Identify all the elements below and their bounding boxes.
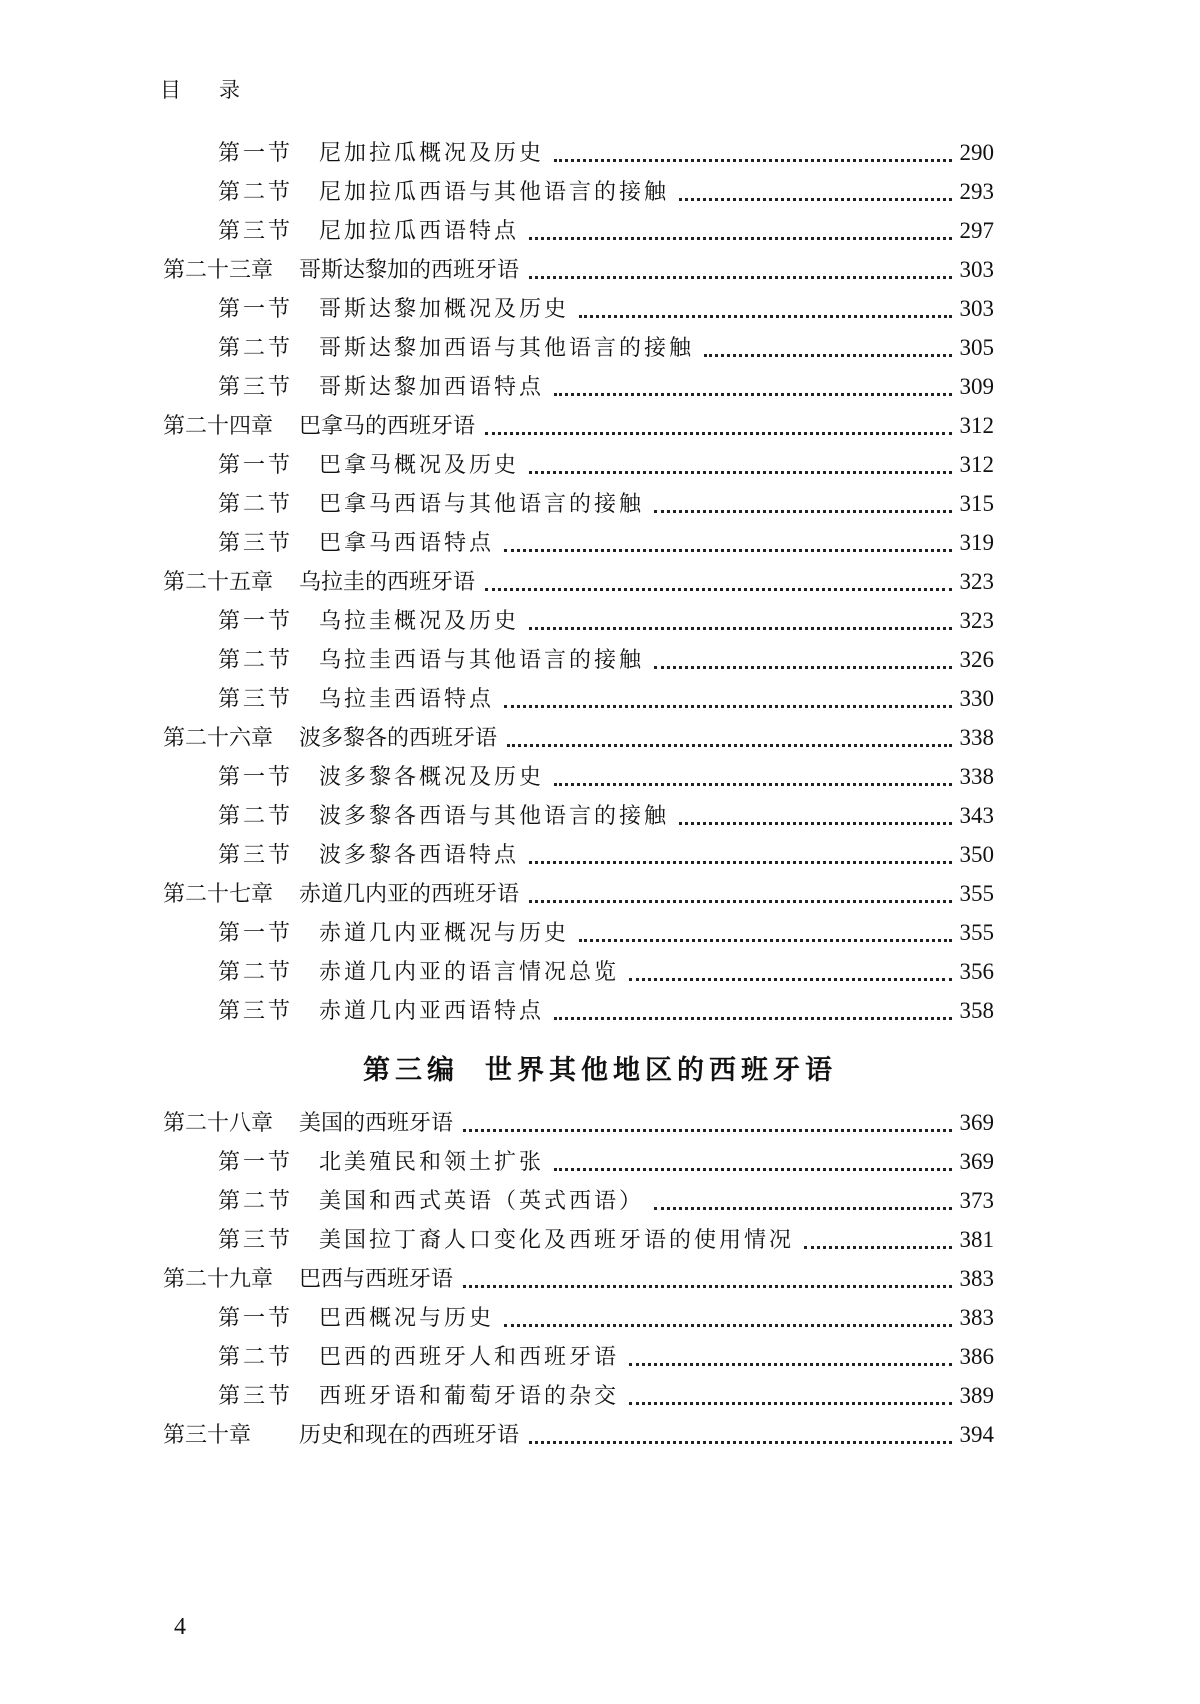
entry-title: 赤道几内亚概况与历史 (319, 921, 570, 946)
toc-section-entry[interactable] (218, 916, 994, 956)
dot-leader (504, 705, 951, 708)
entry-title: 美国拉丁裔人口变化及西班牙语的使用情况 (319, 1228, 795, 1253)
entry-title: 尼加拉瓜概况及历史 (319, 141, 545, 166)
entry-title: 哥斯达黎加西语特点 (319, 375, 545, 400)
toc-section-entry[interactable] (218, 175, 994, 215)
entry-label: 第三节 (218, 1228, 294, 1253)
entry-title: 赤道几内亚的语言情况总览 (319, 960, 620, 985)
entry-page-number: 338 (959, 725, 994, 750)
toc-chapter-entry[interactable] (163, 1418, 994, 1458)
entry-title: 历史和现在的西班牙语 (299, 1423, 520, 1448)
running-header-char-1: 目 (160, 78, 181, 102)
entry-page-number: 312 (959, 452, 994, 477)
entry-label: 第三节 (218, 531, 294, 556)
entry-title: 巴拿马的西班牙语 (299, 414, 476, 439)
entry-page-number: 356 (959, 959, 994, 984)
dot-leader (485, 432, 951, 435)
toc-section-entry[interactable] (218, 1379, 994, 1419)
entry-title: 赤道几内亚的西班牙语 (299, 882, 520, 907)
dot-leader (679, 822, 951, 825)
dot-leader (463, 1285, 951, 1288)
toc-chapter-entry[interactable] (163, 565, 994, 605)
entry-label: 第二节 (218, 960, 294, 985)
dot-leader (485, 588, 951, 591)
entry-label: 第二节 (218, 336, 294, 361)
entry-label: 第三节 (218, 219, 294, 244)
toc-section-entry[interactable] (218, 1184, 994, 1224)
entry-page-number: 330 (959, 686, 994, 711)
toc-section-entry[interactable] (218, 487, 994, 527)
dot-leader (654, 1207, 951, 1210)
entry-label: 第二十四章 (163, 414, 274, 439)
entry-title: 巴西与西班牙语 (299, 1267, 454, 1292)
entry-label: 第一节 (218, 297, 294, 322)
entry-title: 乌拉圭概况及历史 (319, 609, 520, 634)
entry-label: 第三节 (218, 843, 294, 868)
toc-section-entry[interactable] (218, 1301, 994, 1341)
entry-label: 第三节 (218, 1384, 294, 1409)
entry-label: 第一节 (218, 141, 294, 166)
entry-title: 乌拉圭西语与其他语言的接触 (319, 648, 645, 673)
entry-page-number: 338 (959, 764, 994, 789)
dot-leader (504, 549, 951, 552)
entry-title: 北美殖民和领土扩张 (319, 1150, 545, 1175)
entry-title: 美国的西班牙语 (299, 1111, 454, 1136)
dot-leader (554, 1168, 951, 1171)
entry-title: 西班牙语和葡萄牙语的杂交 (319, 1384, 620, 1409)
toc-section-entry[interactable] (218, 682, 994, 722)
entry-page-number: 383 (959, 1305, 994, 1330)
toc-chapter-entry[interactable] (163, 1106, 994, 1146)
dot-leader (704, 354, 951, 357)
entry-label: 第三节 (218, 375, 294, 400)
entry-page-number: 383 (959, 1266, 994, 1291)
entry-title: 巴西概况与历史 (319, 1306, 495, 1331)
entry-title: 赤道几内亚西语特点 (319, 999, 545, 1024)
toc-chapter-entry[interactable] (163, 1262, 994, 1302)
entry-label: 第二节 (218, 648, 294, 673)
entry-title: 波多黎各的西班牙语 (299, 726, 498, 751)
dot-leader (529, 900, 951, 903)
entry-page-number: 350 (959, 842, 994, 867)
dot-leader (579, 939, 951, 942)
toc-section-entry[interactable] (218, 604, 994, 644)
entry-page-number: 358 (959, 998, 994, 1023)
entry-label: 第一节 (218, 765, 294, 790)
entry-label: 第二十六章 (163, 726, 274, 751)
toc-section-entry[interactable] (218, 994, 994, 1034)
entry-page-number: 309 (959, 374, 994, 399)
dot-leader (554, 159, 951, 162)
entry-label: 第二节 (218, 180, 294, 205)
dot-leader (507, 744, 951, 747)
dot-leader (529, 1441, 951, 1444)
dot-leader (554, 393, 951, 396)
entry-label: 第二节 (218, 1189, 294, 1214)
entry-page-number: 303 (959, 296, 994, 321)
entry-page-number: 369 (959, 1110, 994, 1135)
dot-leader (654, 510, 951, 513)
toc-section-entry[interactable] (218, 136, 994, 176)
entry-title: 波多黎各概况及历史 (319, 765, 545, 790)
toc-section-entry[interactable] (218, 1145, 994, 1185)
entry-title: 波多黎各西语与其他语言的接触 (319, 804, 670, 829)
entry-label: 第二节 (218, 1345, 294, 1370)
toc-chapter-entry[interactable] (163, 253, 994, 293)
dot-leader (554, 1017, 951, 1020)
entry-label: 第二十三章 (163, 258, 274, 283)
toc-section-entry[interactable] (218, 370, 994, 410)
dot-leader (654, 666, 951, 669)
entry-label: 第二十五章 (163, 570, 274, 595)
toc-section-entry[interactable] (218, 643, 994, 683)
entry-label: 第三十章 (163, 1423, 252, 1448)
toc-section-entry[interactable] (218, 838, 994, 878)
entry-title: 巴西的西班牙人和西班牙语 (319, 1345, 620, 1370)
entry-title: 尼加拉瓜西语特点 (319, 219, 520, 244)
entry-label: 第一节 (218, 453, 294, 478)
entry-page-number: 305 (959, 335, 994, 360)
running-header-char-2: 录 (219, 78, 240, 102)
entry-title: 巴拿马概况及历史 (319, 453, 520, 478)
toc-chapter-entry[interactable] (163, 877, 994, 917)
toc-section-entry[interactable] (218, 799, 994, 839)
part-heading (0, 1048, 1200, 1087)
dot-leader (529, 627, 951, 630)
entry-label: 第二十八章 (163, 1111, 274, 1136)
dot-leader (554, 783, 951, 786)
toc-chapter-entry[interactable] (163, 721, 994, 761)
toc-section-entry[interactable] (218, 526, 994, 566)
entry-title: 哥斯达黎加概况及历史 (319, 297, 570, 322)
dot-leader (679, 198, 951, 201)
dot-leader (579, 315, 951, 318)
entry-title: 乌拉圭的西班牙语 (299, 570, 476, 595)
entry-page-number: 290 (959, 140, 994, 165)
entry-page-number: 315 (959, 491, 994, 516)
toc-section-entry[interactable] (218, 1223, 994, 1263)
entry-title: 哥斯达黎加的西班牙语 (299, 258, 520, 283)
dot-leader (529, 471, 951, 474)
entry-label: 第二节 (218, 492, 294, 517)
toc-section-entry[interactable] (218, 448, 994, 488)
entry-page-number: 386 (959, 1344, 994, 1369)
entry-title: 哥斯达黎加西语与其他语言的接触 (319, 336, 695, 361)
entry-page-number: 355 (959, 881, 994, 906)
dot-leader (804, 1246, 951, 1249)
entry-title: 美国和西式英语（英式西语） (319, 1189, 645, 1214)
entry-label: 第二十七章 (163, 882, 274, 907)
dot-leader (629, 1402, 951, 1405)
toc-section-entry[interactable] (218, 331, 994, 371)
entry-title: 乌拉圭西语特点 (319, 687, 495, 712)
toc-section-entry[interactable] (218, 760, 994, 800)
entry-page-number: 323 (959, 608, 994, 633)
entry-title: 尼加拉瓜西语与其他语言的接触 (319, 180, 670, 205)
dot-leader (529, 276, 951, 279)
entry-page-number: 355 (959, 920, 994, 945)
dot-leader (529, 237, 951, 240)
entry-page-number: 389 (959, 1383, 994, 1408)
dot-leader (463, 1129, 951, 1132)
entry-title: 巴拿马西语与其他语言的接触 (319, 492, 645, 517)
part-title: 世界其他地区的西班牙语 (485, 1055, 837, 1086)
entry-page-number: 343 (959, 803, 994, 828)
page-number: 4 (174, 1614, 186, 1640)
entry-label: 第一节 (218, 1150, 294, 1175)
dot-leader (629, 978, 951, 981)
entry-page-number: 323 (959, 569, 994, 594)
entry-label: 第二节 (218, 804, 294, 829)
entry-page-number: 373 (959, 1188, 994, 1213)
toc-section-entry[interactable] (218, 214, 994, 254)
entry-page-number: 312 (959, 413, 994, 438)
entry-page-number: 394 (959, 1422, 994, 1447)
entry-page-number: 303 (959, 257, 994, 282)
entry-page-number: 381 (959, 1227, 994, 1252)
entry-label: 第一节 (218, 921, 294, 946)
dot-leader (529, 861, 951, 864)
dot-leader (504, 1324, 951, 1327)
entry-label: 第三节 (218, 687, 294, 712)
entry-title: 巴拿马西语特点 (319, 531, 495, 556)
toc-section-entry[interactable] (218, 955, 994, 995)
part-label: 第三编 (363, 1055, 459, 1086)
entry-page-number: 297 (959, 218, 994, 243)
toc-section-entry[interactable] (218, 1340, 994, 1380)
entry-label: 第三节 (218, 999, 294, 1024)
entry-label: 第一节 (218, 609, 294, 634)
entry-page-number: 369 (959, 1149, 994, 1174)
toc-chapter-entry[interactable] (163, 409, 994, 449)
entry-page-number: 293 (959, 179, 994, 204)
entry-title: 波多黎各西语特点 (319, 843, 520, 868)
entry-page-number: 319 (959, 530, 994, 555)
running-header (160, 74, 240, 104)
entry-label: 第一节 (218, 1306, 294, 1331)
dot-leader (629, 1363, 951, 1366)
entry-page-number: 326 (959, 647, 994, 672)
entry-label: 第二十九章 (163, 1267, 274, 1292)
toc-section-entry[interactable] (218, 292, 994, 332)
